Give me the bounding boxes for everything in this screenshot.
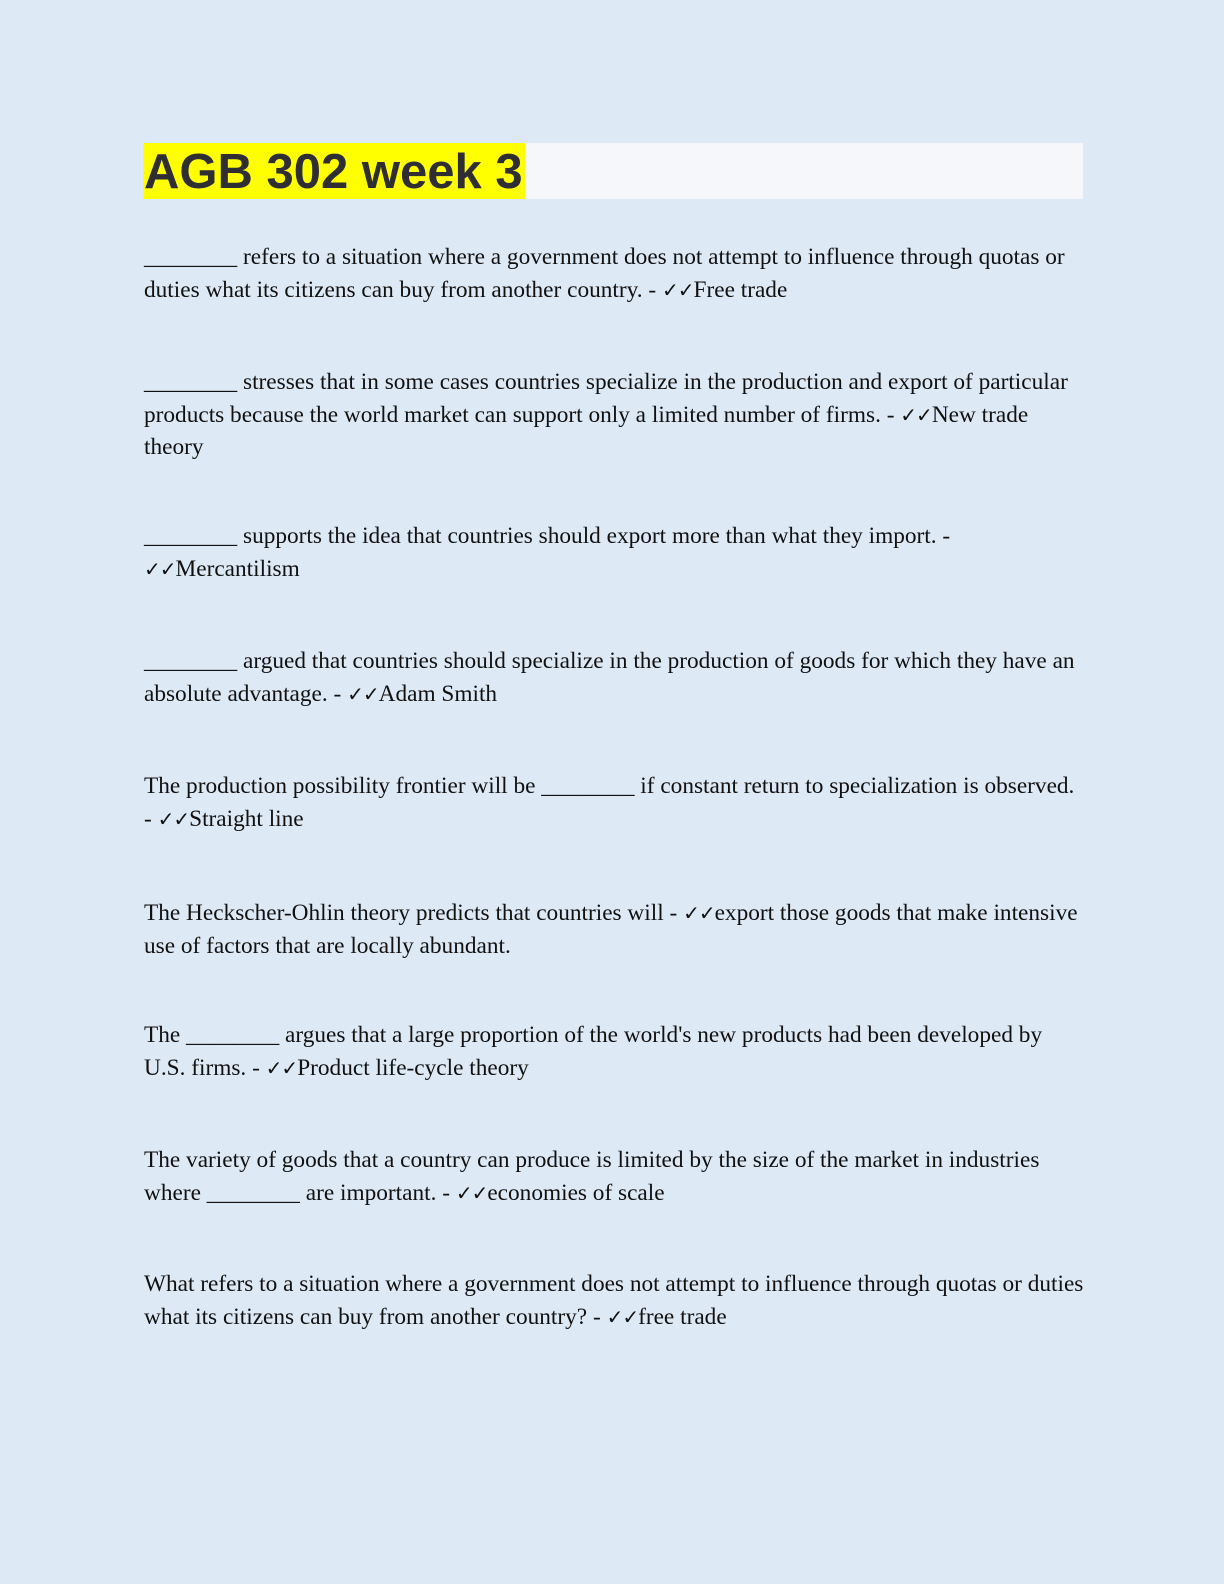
- double-check-icon: ✓✓: [347, 681, 379, 706]
- qa-item-9: [144, 1268, 1084, 1333]
- answer-text: Adam Smith: [378, 680, 498, 707]
- qa-item-2: [144, 366, 1084, 464]
- answer-text: Mercantilism: [175, 555, 300, 582]
- double-check-icon: ✓✓: [157, 806, 190, 831]
- answer-text: free trade: [638, 1303, 727, 1330]
- qa-item-5: [144, 770, 1084, 835]
- qa-item-3: [144, 520, 1084, 585]
- answer-text: Product life-cycle theory: [297, 1054, 529, 1081]
- question-text: ________ supports the idea that countries should export more than what they import. -: [144, 523, 951, 549]
- qa-item-6: [144, 897, 1084, 962]
- question-text: The production possibility frontier will be ________ if constant return to specialization is observed. -: [144, 773, 1075, 832]
- answer-text: Free trade: [693, 276, 788, 303]
- answer-text: economies of scale: [487, 1179, 665, 1206]
- double-check-icon: ✓✓: [662, 277, 694, 302]
- answer-text: New trade theory: [144, 401, 1029, 460]
- double-check-icon: ✓✓: [265, 1055, 298, 1080]
- answer-text: Straight line: [189, 805, 304, 832]
- qa-item-7: [144, 1019, 1084, 1084]
- question-text: ________ refers to a situation where a government does not attempt to influence through quotas or duties what its citizens can buy from another country. -: [144, 244, 1065, 303]
- question-text: ________ stresses that in some cases countries specialize in the production and export of particular products because the world market can support only a limited number of firms. -: [144, 369, 1068, 428]
- title-bar: [143, 143, 1083, 199]
- double-check-icon: ✓✓: [455, 1180, 488, 1205]
- qa-item-4: [144, 645, 1084, 710]
- question-text: The variety of goods that a country can produce is limited by the size of the market in industries where ________ are important. -: [144, 1147, 1040, 1206]
- question-text: ________ argued that countries should specialize in the production of goods for which they have an absolute advantage. -: [144, 648, 1075, 707]
- qa-item-1: [144, 241, 1084, 306]
- double-check-icon: ✓✓: [144, 556, 176, 581]
- question-text: The ________ argues that a large proportion of the world's new products had been developed by U.S. firms. -: [144, 1022, 1043, 1081]
- double-check-icon: ✓✓: [606, 1304, 639, 1329]
- double-check-icon: ✓✓: [900, 402, 932, 427]
- question-text: What refers to a situation where a government does not attempt to influence through quotas or duties what its citizens can buy from another country? -: [144, 1271, 1084, 1330]
- page-title: AGB 302 week 3: [144, 145, 523, 199]
- double-check-icon: ✓✓: [683, 901, 715, 925]
- qa-item-8: [144, 1144, 1084, 1209]
- question-text: The Heckscher-Ohlin theory predicts that countries will -: [144, 900, 684, 926]
- answer-text: export those goods that make intensive use of factors that are locally abundant.: [144, 900, 1078, 959]
